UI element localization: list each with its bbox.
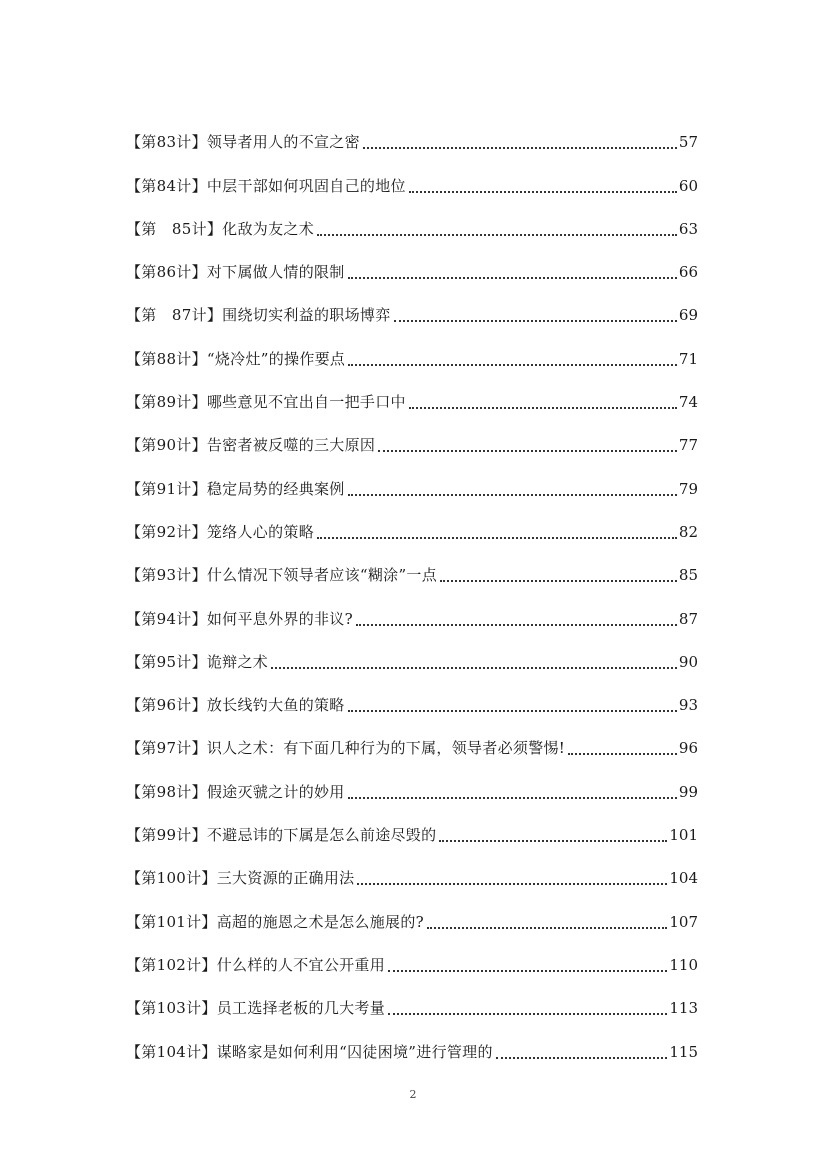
toc-entry[interactable] [126,675,700,718]
toc-entry[interactable] [126,372,700,415]
toc-entry-page: 85 [678,566,698,585]
toc-entry[interactable] [126,155,700,198]
toc-entry[interactable] [126,805,700,848]
toc-leader-dots [363,147,677,149]
toc-leader-dots [271,667,677,669]
page-number: 2 [409,1088,417,1101]
toc-entry[interactable] [126,1021,700,1064]
toc-entry-title: 【第96计】放长线钓大鱼的策略 [126,696,345,715]
toc-entry-title: 【第95计】诡辩之术 [126,652,269,671]
toc-entry-page: 82 [678,522,698,541]
toc-entry[interactable] [126,242,700,285]
toc-entry[interactable] [126,761,700,804]
toc-leader-dots [440,580,677,582]
toc-entry-page: 66 [678,263,698,282]
toc-entry-page: 71 [678,349,698,368]
toc-entry-page: 113 [669,999,698,1018]
toc-entry-page: 110 [669,955,698,974]
toc-entry-title: 【第90计】告密者被反噬的三大原因 [126,436,376,455]
toc-entry-title: 【第102计】什么样的人不宜公开重用 [126,955,386,974]
toc-entry-page: 107 [669,912,698,931]
toc-leader-dots [317,537,677,539]
toc-entry-title: 【第100计】三大资源的正确用法 [126,869,355,888]
toc-entry[interactable] [126,458,700,501]
toc-leader-dots [394,320,677,322]
toc-entry-title: 【第101计】高超的施恩之术是怎么施展的? [126,912,424,931]
toc-entry[interactable] [126,632,700,675]
toc-entry-title: 【第94计】如何平息外界的非议? [126,609,353,628]
toc-entry-title: 【第97计】识人之术：有下面几种行为的下属，领导者必须警惕! [126,739,566,758]
toc-leader-dots [348,277,677,279]
toc-entry-page: 57 [678,133,698,152]
toc-entry-page: 101 [669,826,698,845]
toc-leader-dots [348,494,677,496]
toc-leader-dots [439,840,667,842]
toc-entry[interactable] [126,415,700,458]
toc-entry-page: 79 [678,479,698,498]
toc-leader-dots [348,797,677,799]
toc-entry[interactable] [126,112,700,155]
toc-entry[interactable] [126,502,700,545]
toc-entry[interactable] [126,935,700,978]
toc-entry[interactable] [126,718,700,761]
toc-entry-title: 【第103计】员工选择老板的几大考量 [126,999,386,1018]
toc-leader-dots [409,407,677,409]
toc-leader-dots [348,710,677,712]
toc-entry-title: 【第99计】不避忌讳的下属是怎么前途尽毁的 [126,826,437,845]
toc-entry-page: 60 [678,176,698,195]
toc-entry[interactable] [126,199,700,242]
toc-entry[interactable] [126,545,700,588]
toc-leader-dots [357,883,667,885]
toc-entry[interactable] [126,891,700,934]
toc-leader-dots [317,234,677,236]
toc-entry[interactable] [126,328,700,371]
toc-entry-page: 90 [678,652,698,671]
toc-entry-title: 【第89计】哪些意见不宜出自一把手口中 [126,393,406,412]
toc-entry[interactable] [126,285,700,328]
toc-entry-title: 【第104计】谋略家是如何利用“囚徒困境”进行管理的 [126,1042,493,1061]
toc-entry-page: 115 [669,1042,698,1061]
toc-entry-page: 63 [678,219,698,238]
toc-entry[interactable] [126,848,700,891]
toc-entry-page: 87 [678,609,698,628]
toc-entry[interactable] [126,588,700,631]
toc-entry-page: 74 [678,393,698,412]
toc-entry-title: 【第91计】稳定局势的经典案例 [126,479,345,498]
toc-leader-dots [388,970,667,972]
toc-entry-title: 【第84计】中层干部如何巩固自己的地位 [126,176,406,195]
toc-entry-page: 93 [678,696,698,715]
toc-entry-title: 【第93计】什么情况下领导者应该“糊涂”一点 [126,566,438,585]
toc-leader-dots [378,450,677,452]
toc-entry-title: 【第88计】“烧冷灶”的操作要点 [126,349,346,368]
toc-leader-dots [427,927,667,929]
table-of-contents [126,112,700,1065]
toc-leader-dots [568,753,677,755]
toc-leader-dots [356,624,677,626]
toc-entry-title: 【第 85计】化敌为友之术 [126,219,314,238]
toc-entry[interactable] [126,978,700,1021]
toc-entry-page: 104 [669,869,698,888]
toc-entry-title: 【第86计】对下属做人情的限制 [126,263,345,282]
toc-entry-page: 96 [678,739,698,758]
toc-leader-dots [388,1013,667,1015]
toc-leader-dots [496,1057,668,1059]
toc-entry-title: 【第 87计】围绕切实利益的职场博弈 [126,306,391,325]
toc-entry-page: 69 [678,306,698,325]
toc-entry-title: 【第98计】假途灭虢之计的妙用 [126,782,345,801]
toc-entry-title: 【第83计】领导者用人的不宣之密 [126,133,360,152]
toc-entry-page: 99 [678,782,698,801]
toc-entry-page: 77 [678,436,698,455]
toc-entry-title: 【第92计】笼络人心的策略 [126,522,314,541]
toc-leader-dots [409,191,677,193]
toc-leader-dots [348,364,677,366]
